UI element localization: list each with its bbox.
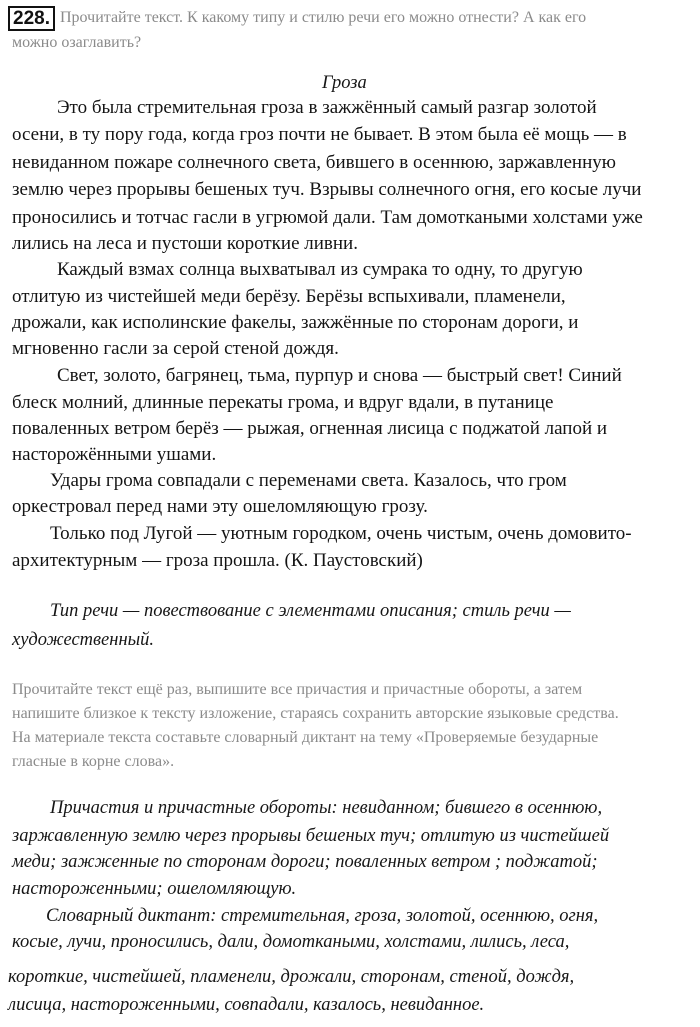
text-line: поваленных ветром берёз — рыжая, огненная лисица с поджатой лапой и	[12, 418, 608, 439]
text-line: Свет, золото, багрянец, тьма, пурпур и снова — быстрый свет! Синий	[57, 365, 622, 386]
task-line: Прочитайте текст ещё раз, выпишите все причастия и причастные обороты, а затем	[12, 681, 583, 698]
answer-line: короткие, чистейшей, пламенели, дрожали, сторонам, стеной, дождя,	[8, 967, 575, 987]
answer-line: косые, лучи, проносились, дали, домоткаными, холстами, лились, леса,	[12, 932, 570, 952]
task-line: напишите близкое к тексту изложение, стараясь сохранить авторские языковые средства.	[12, 705, 619, 722]
text-line: Удары грома совпадали с переменами света. Казалось, что гром	[50, 470, 567, 491]
task-line: можно озаглавить?	[12, 34, 142, 51]
text-line: проносились и тотчас гасли в угрюмой дали. Там домоткаными холстами уже	[12, 207, 643, 228]
text-line: землю через прорывы бешеных туч. Взрывы солнечного огня, его косые лучи	[12, 179, 642, 200]
answer-line: Причастия и причастные обороты: невиданном; бившего в осеннюю,	[50, 798, 603, 818]
text-line: мгновенно гасли за серой стеной дождя.	[12, 338, 339, 359]
text-line: блеск молний, длинные перекаты грома, и вдруг вдали, в путанице	[12, 392, 554, 413]
text-line: дрожали, как исполинские факелы, зажжённые по сторонам дороги, и	[12, 312, 579, 333]
text-line: Только под Лугой — уютным городком, очень чистым, очень домовито-	[50, 523, 632, 544]
text-line: невиданном пожаре солнечного света, бившего в осеннюю, заржавленную	[12, 152, 616, 173]
answer-line: Тип речи — повествование с элементами описания; стиль речи —	[50, 601, 571, 621]
text-line: Это была стремительная гроза в зажжённый самый разгар золотой	[57, 97, 597, 118]
task-line: Прочитайте текст. К какому типу и стилю речи его можно отнести? А как его	[60, 9, 587, 26]
answer-line: заржавленную землю через прорывы бешеных туч; отлитую из чистейшей	[12, 826, 610, 846]
text-line: отлитую из чистейшей меди берёзу. Берёзы вспыхивали, пламенели,	[12, 286, 566, 307]
answer-line: настороженными; ошеломляющую.	[12, 879, 297, 899]
answer-line: меди; зажженные по сторонам дороги; поваленных ветром ; поджатой;	[12, 852, 598, 872]
answer-line: художественный.	[12, 630, 155, 650]
text-title: Гроза	[322, 73, 367, 93]
text-line: осени, в ту пору года, когда гроз почти не бывает. В этом была её мощь — в	[12, 124, 627, 145]
text-line: архитектурным — гроза прошла. (К. Паустовский)	[12, 550, 423, 571]
exercise-number: 228.	[8, 6, 55, 31]
text-line: насторожёнными ушами.	[12, 444, 217, 465]
text-line: оркестровал перед нами эту ошеломляющую грозу.	[12, 496, 428, 517]
text-line: лились на леса и пустоши короткие ливни.	[12, 233, 358, 254]
text-line: Каждый взмах солнца выхватывал из сумрака то одну, то другую	[57, 259, 583, 280]
task-line: гласные в корне слова».	[12, 753, 175, 770]
answer-line: лисица, настороженными, совпадали, казалось, невиданное.	[8, 995, 485, 1015]
answer-line: Словарный диктант: стремительная, гроза, золотой, осеннюю, огня,	[46, 906, 599, 926]
task-line: На материале текста составьте словарный диктант на тему «Проверяемые безударные	[12, 729, 599, 746]
